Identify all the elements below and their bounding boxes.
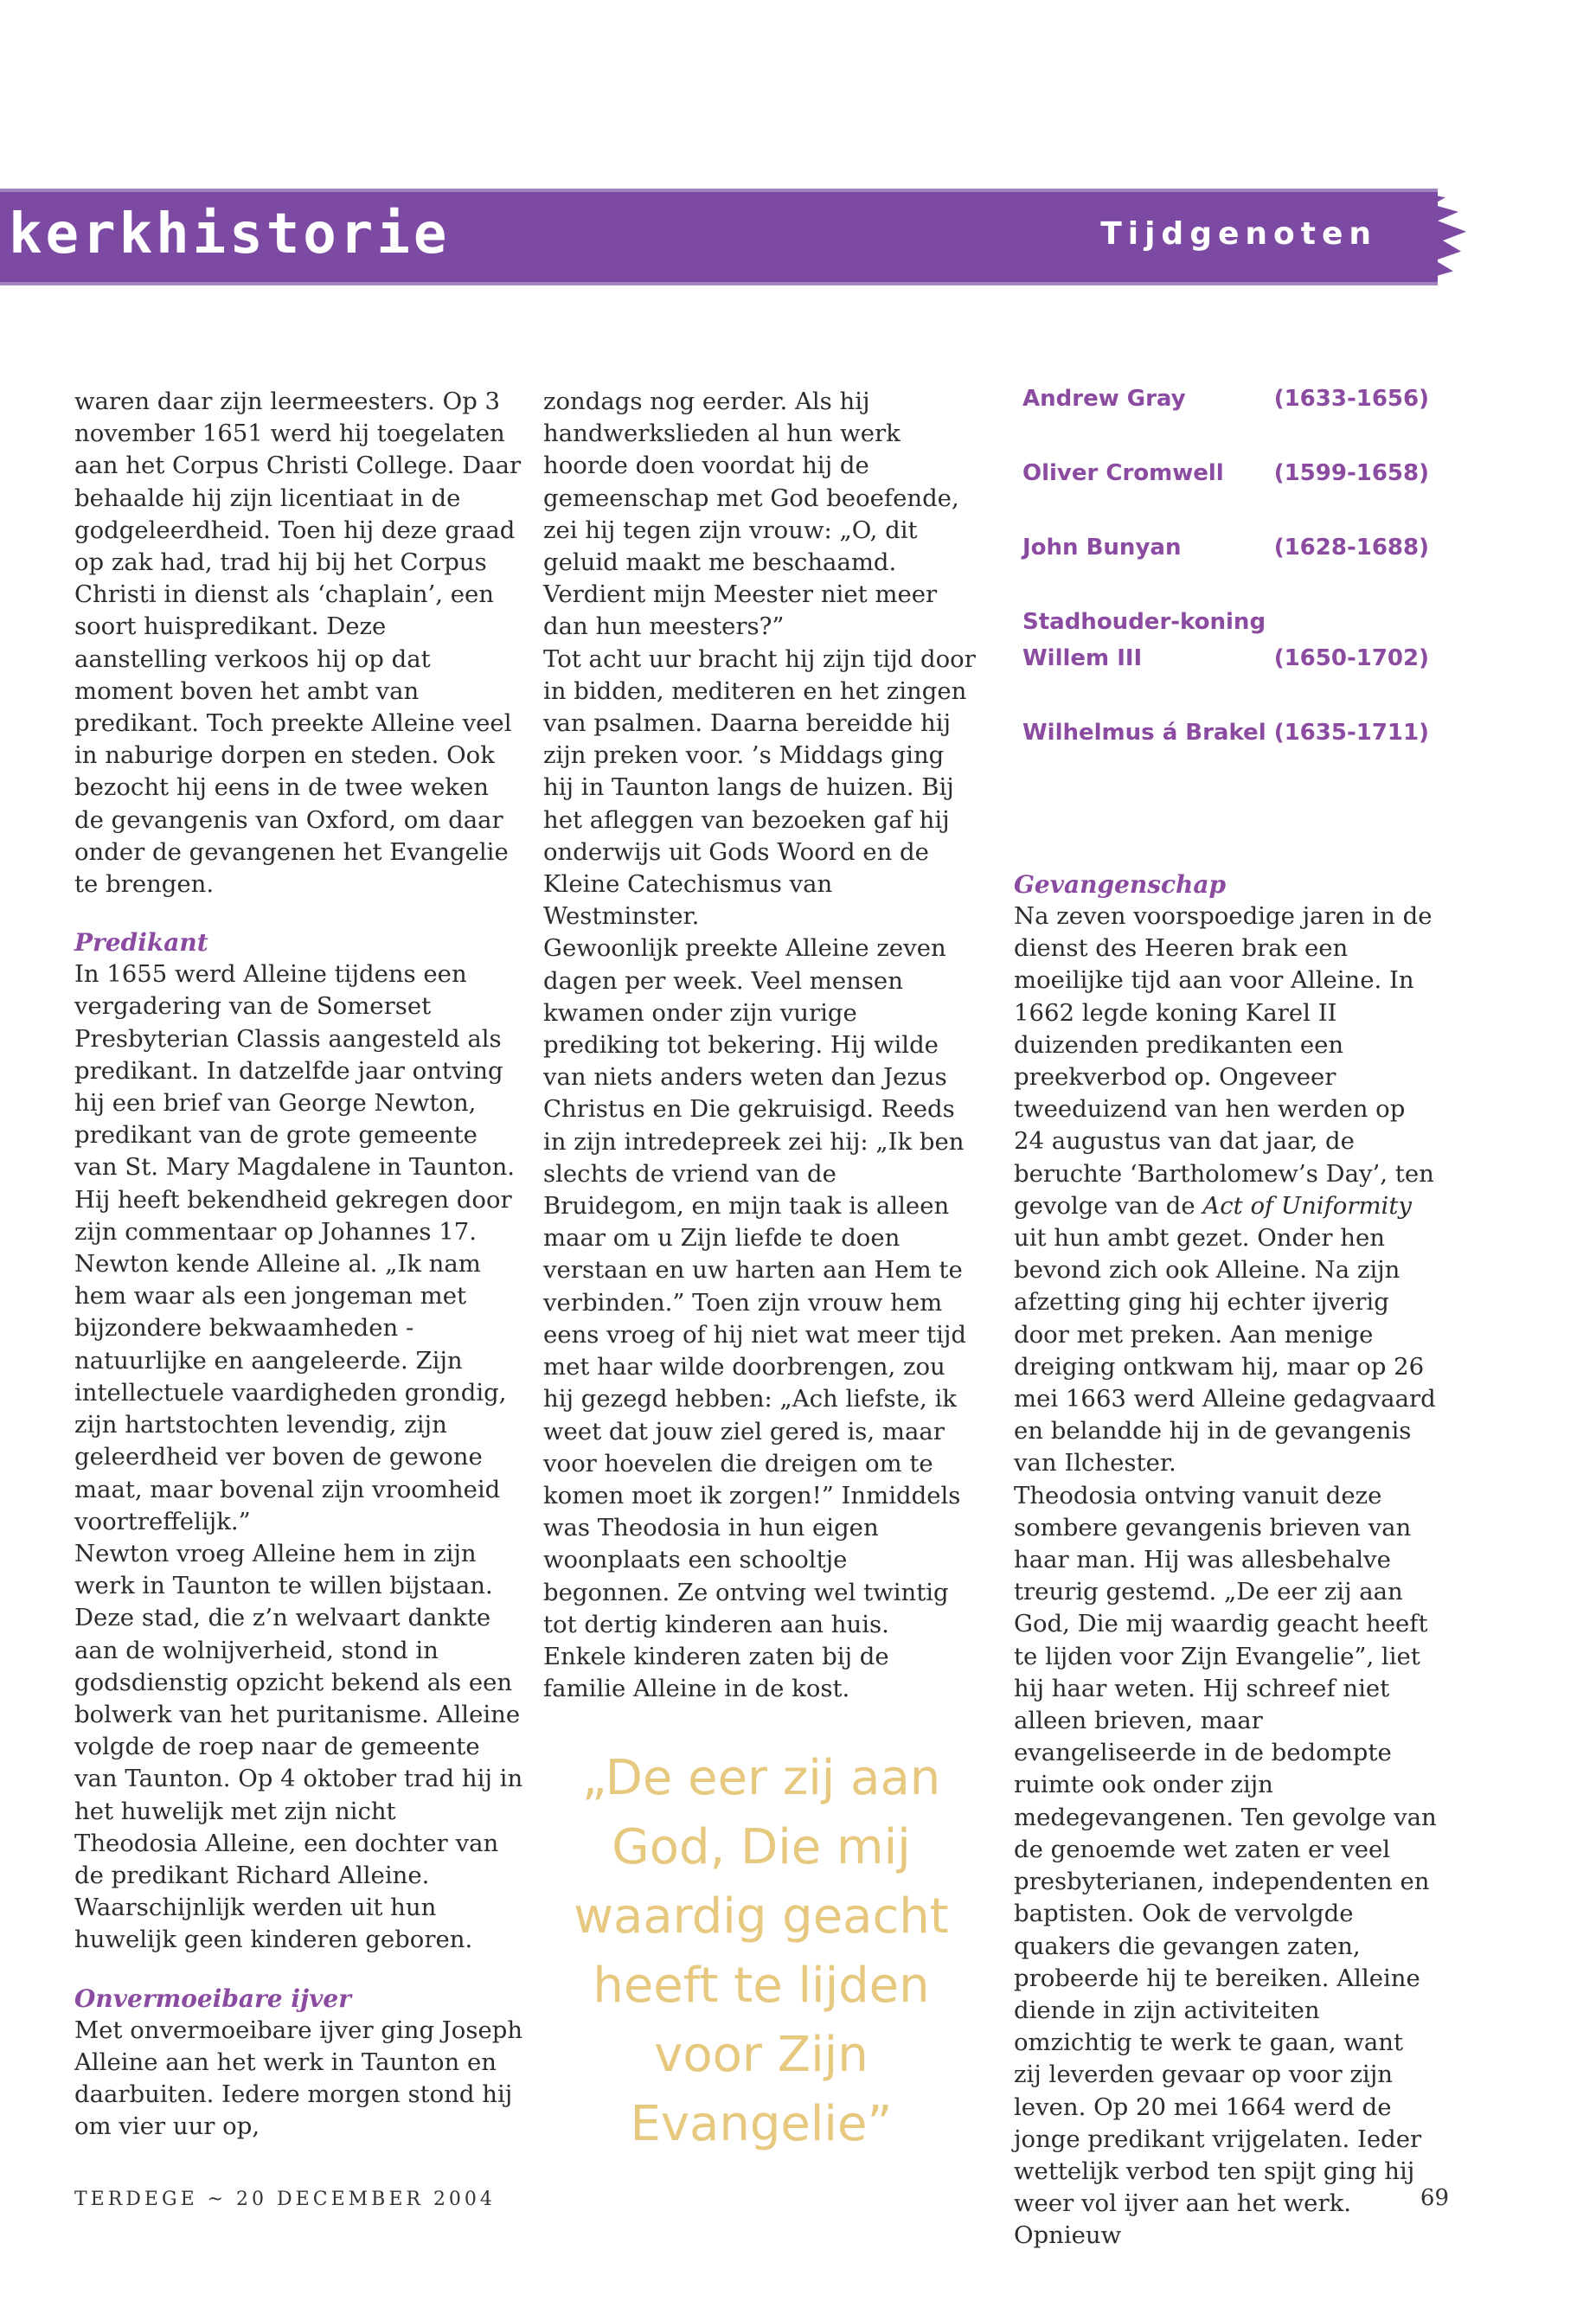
paragraph: Theodosia ontving vanuit deze sombere gevangenis brieven van haar man. Hij was allesbehalve treurig gestemd. „De eer zij aan God, Die mij waardig geacht heeft te lijden voor Zijn Evangelie”, liet hij haar weten. Hij schreef niet alleen brieven, maar evangeliseerde in de bedompte ruimte ook onder zijn medegevangenen. Ten gevolge van de genoemde wet zaten er veel presbyterianen, independenten en baptisten. Ook de vervolgde quakers die gevangen zaten, probeerde hij te bereiken. Alleine diende in zijn activiteiten omzichtig te werk te gaan, want zij leverden gevaar op voor zijn leven. Op 20 mei 1664 werd de jonge predikant vrijgelaten. Ieder wettelijk verbod ten spijt ging hij weer vol ijver aan het werk. Opnieuw [1014, 1481, 1437, 2250]
subsection-label: Tijdgenoten [1100, 216, 1377, 252]
act-title: Act of Uniformity [1202, 1191, 1412, 1220]
person-name: Andrew Gray [1022, 386, 1186, 412]
section-banner [0, 189, 1438, 285]
paragraph [1014, 901, 1438, 1480]
person-name: John Bunyan [1022, 535, 1182, 561]
person-years: (1599-1658) [1273, 460, 1429, 486]
text-column-2 [543, 386, 976, 1705]
section-title: kerkhistorie [9, 202, 451, 266]
subheading-predikant: Predikant [74, 928, 208, 958]
banner-brush-edge [1417, 192, 1469, 282]
list-item [1022, 386, 1429, 420]
paragraph: Gewoonlijk preekte Alleine zeven dagen per week. Veel mensen kwamen onder zijn vurige prediking tot bekering. Hij wilde van niets anders weten dan Jezus Christus en Die gekruisigd. Reeds in zijn intredepreek zei hij: „Ik ben slechts de vriend van de Bruidegom, en mijn taak is alleen maar om u Zijn liefde te doen verstaan en uw harten aan Hem te verbinden.” Toen zijn vrouw hem eens vroeg of hij niet wat meer tijd met haar wilde doorbrengen, zou hij gezegd hebben: „Ach liefste, ik weet dat jouw ziel gered is, maar voor hoevelen die dreigen om te komen moet ik zorgen!” Inmiddels was Theodosia in hun eigen woonplaats een schooltje begonnen. Ze ontving wel twintig tot dertig kinderen aan huis. Enkele kinderen zaten bij de familie Alleine in de kost. [543, 934, 967, 1703]
contemporaries-list [1022, 386, 1429, 754]
text-column-3 [1014, 868, 1438, 2253]
person-years: (1635-1711) [1273, 720, 1429, 746]
paragraph-text: Na zeven voorspoedige jaren in de dienst des Heeren brak een moeilijke tijd aan voor Alleine. In 1662 legde koning Karel II duizenden predikanten een preekverbod op. Ongeveer tweeduizend van hen werden op 24 augustus van dat jaar, de beruchte ‘Bartholomew’s Day’, ten gevolge van de [1014, 902, 1434, 1220]
paragraph: Tot acht uur bracht hij zijn tijd door in bidden, mediteren en het zingen van psalmen. Daarna bereidde hij zijn preken voor. ’s Middags ging hij in Taunton langs de huizen. Bij het afleggen van bezoeken gaf hij onderwijs uit Gods Woord en de Kleine Catechismus van Westminster. [543, 644, 976, 931]
paragraph: Newton vroeg Alleine hem in zijn werk in Taunton te willen bijstaan. Deze stad, die z’n welvaart dankte aan de wolnijverheid, stond in godsdienstig opzicht bekend als een bolwerk van het puritanisme. Alleine volgde de roep naar de gemeente van Taunton. Op 4 oktober trad hij in het huwelijk met zijn nicht Theodosia Alleine, een dochter van de predikant Richard Alleine. Waarschijnlijk werden uit hun huwelijk geen kinderen geboren. [74, 1539, 523, 1954]
list-item [1022, 460, 1429, 495]
paragraph-text: uit hun ambt gezet. Onder hen bevond zich ook Alleine. Na zijn afzetting ging hij echter ijverig door met preken. Aan menige dreiging ontkwam hij, maar op 26 mei 1663 werd Alleine gedagvaard en belandde hij in de gevangenis van Ilchester. [1014, 1224, 1436, 1477]
list-item [1022, 609, 1429, 678]
person-name: Stadhouder-koning [1022, 609, 1266, 635]
paragraph: zondags nog eerder. Als hij handwerkslieden al hun werk hoorde doen voordat hij de gemeenschap met God beoefende, zei hij tegen zijn vrouw: „O, dit geluid maakt me beschaamd. Verdient mijn Meester niet meer dan hun meesters?” [543, 388, 959, 641]
paragraph: waren daar zijn leermeesters. Op 3 november 1651 werd hij toegelaten aan het Corpus Christi College. Daar behaalde hij zijn licentiaat in de godgeleerdheid. Toen hij deze graad op zak had, trad hij bij het Corpus Christi in dienst als ‘chaplain’, een soort huispredikant. Deze aanstelling verkoos hij op dat moment boven het ambt van predikant. Toch preekte Alleine veel in naburige dorpen en steden. Ook bezocht hij eens in de twee weken de gevangenis van Oxford, om daar onder de gevangenen het Evangelie te brengen. [74, 388, 522, 899]
list-item [1022, 535, 1429, 569]
footer-publication: TERDEGE ~ 20 DECEMBER 2004 [74, 2189, 496, 2210]
person-name: Oliver Cromwell [1022, 460, 1224, 486]
pull-quote: „De eer zij aan God, Die mij waardig geacht heeft te lijden voor Zijn Evangelie” [574, 1750, 949, 2152]
person-years: (1628-1688) [1273, 535, 1429, 561]
person-years: (1650-1702) [1273, 645, 1429, 671]
list-item [1022, 720, 1429, 754]
person-name-line2: Willem III [1022, 645, 1143, 671]
subheading-gevangenschap: Gevangenschap [1014, 870, 1227, 899]
page-number: 69 [1420, 2185, 1449, 2211]
person-name: Wilhelmus á Brakel [1022, 720, 1266, 746]
paragraph: Met onvermoeibare ijver ging Joseph Alleine aan het werk in Taunton en daarbuiten. Iedere morgen stond hij om vier uur op, [74, 2016, 523, 2141]
subheading-ijver: Onvermoeibare ijver [74, 1984, 351, 2013]
person-years: (1633-1656) [1273, 386, 1429, 412]
text-column-1 [74, 386, 524, 2143]
paragraph: In 1655 werd Alleine tijdens een vergadering van de Somerset Presbyterian Classis aangesteld als predikant. In datzelfde jaar ontving hij een brief van George Newton, predikant van de grote gemeente van St. Mary Magdalene in Taunton. Hij heeft bekendheid gekregen door zijn commentaar op Johannes 17. Newton kende Alleine al. „Ik nam hem waar als een jongeman met bijzondere bekwaamheden - natuurlijke en aangeleerde. Zijn intellectuele vaardigheden grondig, zijn hartstochten levendig, zijn geleerdheid ver boven de gewone maat, maar bovenal zijn vroomheid voortreffelijk.” [74, 960, 516, 1535]
